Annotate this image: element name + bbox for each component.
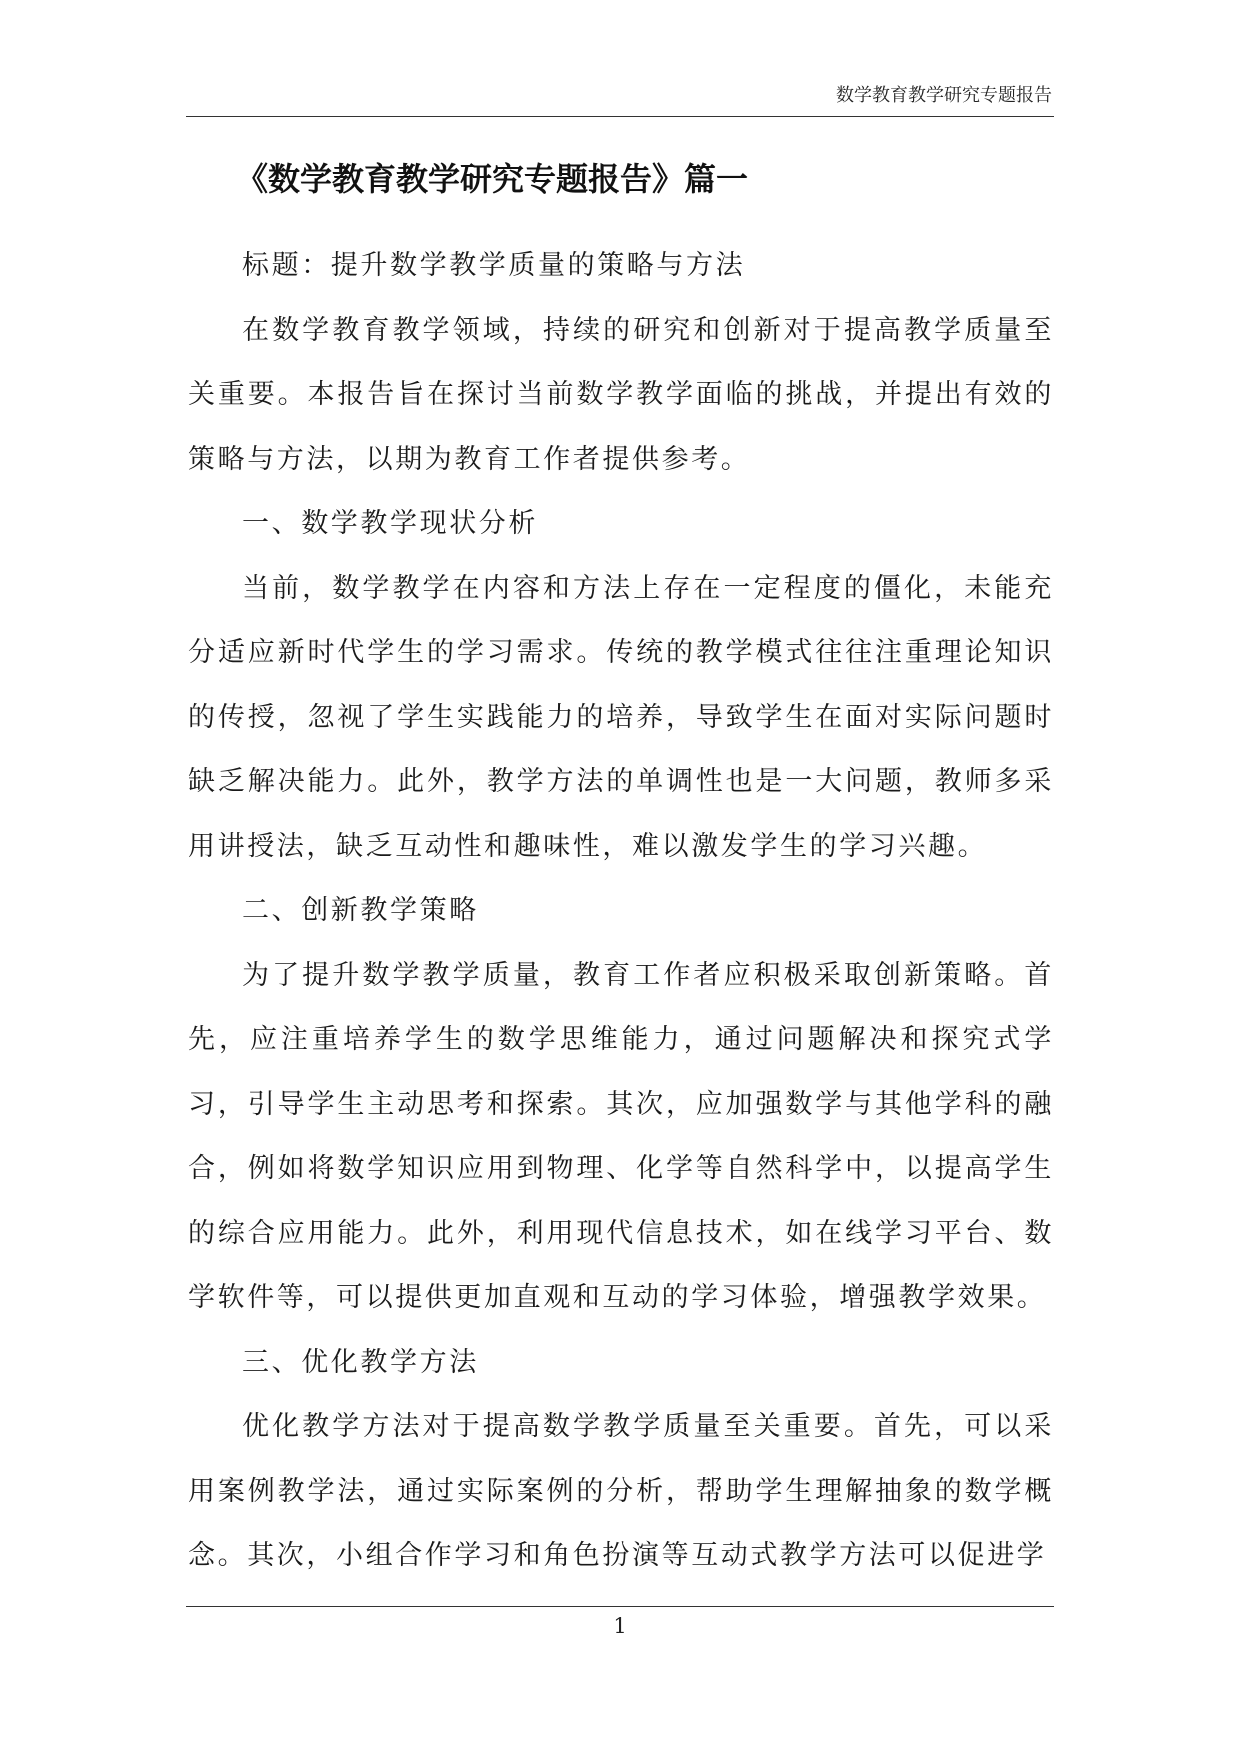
section-1-paragraph: 当前，数学教学在内容和方法上存在一定程度的僵化，未能充分适应新时代学生的学习需求。传统的教学模式往往注重理论知识的传授，忽视了学生实践能力的培养，导致学生在面对实际问题时缺乏解决能力。此外，教学方法的单调性也是一大问题，教师多采用讲授法，缺乏互动性和趣味性，难以激发学生的学习兴趣。 (188, 572, 1054, 862)
section-heading-2: 二、创新教学策略 (242, 895, 479, 926)
section-heading-3: 三、优化教学方法 (242, 1346, 479, 1378)
document-body (188, 234, 1054, 1589)
running-header-title: 数学教育教学研究专题报告 (836, 85, 1052, 106)
section-3-paragraph: 优化教学方法对于提高数学教学质量至关重要。首先，可以采用案例教学法，通过实际案例的分析，帮助学生理解抽象的数学概念。其次，小组合作学习和角色扮演等互动式教学方法可以促进学 (188, 1411, 1054, 1571)
intro-paragraph: 在数学教育教学领域，持续的研究和创新对于提高教学质量至关重要。本报告旨在探讨当前数学教学面临的挑战，并提出有效的策略与方法，以期为教育工作者提供参考。 (188, 314, 1054, 475)
section-2-paragraph: 为了提升数学教学质量，教育工作者应积极采取创新策略。首先，应注重培养学生的数学思维能力，通过问题解决和探究式学习，引导学生主动思考和探索。其次，应加强数学与其他学科的融合，例如将数学知识应用到物理、化学等自然科学中，以提高学生的综合应用能力。此外，利用现代信息技术，如在线学习平台、数学软件等，可以提供更加直观和互动的学习体验，增强教学效果。 (188, 959, 1054, 1313)
document-title: 《数学教育教学研究专题报告》篇一 (236, 160, 749, 198)
subtitle-paragraph: 标题：提升数学教学质量的策略与方法 (242, 250, 746, 281)
section-heading-1: 一、数学教学现状分析 (242, 508, 538, 539)
page-number: 1 (613, 1614, 627, 1638)
header-divider (186, 116, 1054, 117)
footer-divider (186, 1606, 1054, 1607)
